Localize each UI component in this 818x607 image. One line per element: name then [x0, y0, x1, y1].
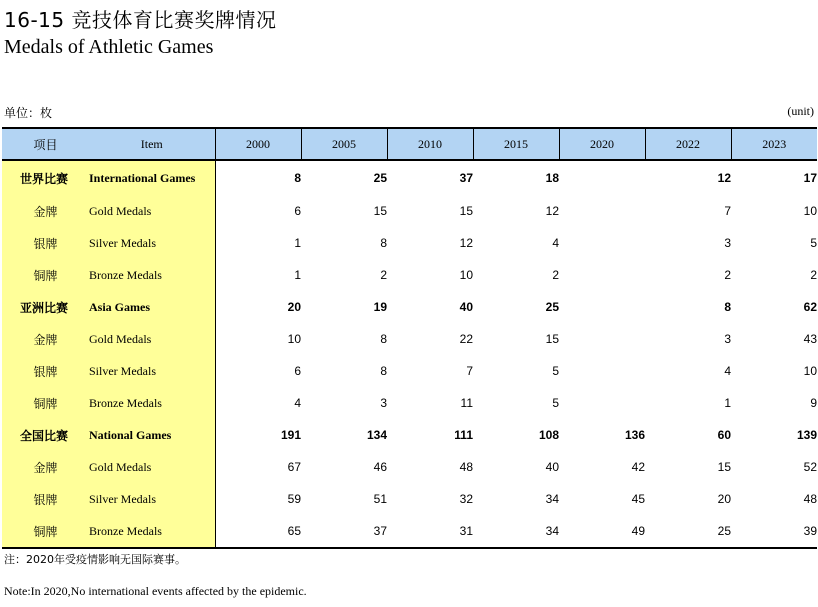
cell-value: 10	[287, 332, 301, 346]
table-row	[2, 195, 817, 227]
table-row	[2, 387, 817, 419]
cell-value: 136	[624, 428, 645, 442]
cell-value: 6	[294, 204, 301, 218]
row-label-cn: 亚洲比赛	[2, 291, 89, 323]
cell-value	[559, 387, 645, 419]
row-label-en: Asia Games	[89, 291, 215, 323]
cell-value: 8	[380, 332, 387, 346]
table-row-category	[2, 291, 817, 323]
row-label-cn: 银牌	[2, 227, 89, 259]
row-label-en: National Games	[89, 419, 215, 451]
cell-value: 8	[294, 171, 301, 185]
row-label-cn: 金牌	[2, 323, 89, 355]
cell-value: 17	[803, 171, 817, 185]
table-title-cn: 16-15 竞技体育比赛奖牌情况	[4, 8, 277, 32]
table-row-category	[2, 419, 817, 451]
cell-value: 62	[803, 300, 817, 314]
cell-value: 11	[460, 396, 473, 410]
row-label-en: Gold Medals	[89, 451, 215, 483]
cell-value: 15	[717, 460, 731, 474]
cell-value	[559, 259, 645, 291]
cell-value: 7	[466, 364, 473, 378]
cell-value	[559, 195, 645, 227]
cell-value	[559, 323, 645, 355]
cell-value: 12	[459, 236, 473, 250]
cell-value: 2	[552, 268, 559, 282]
medals-table	[2, 127, 817, 549]
cell-value: 25	[373, 171, 387, 185]
cell-value: 49	[559, 515, 645, 548]
cell-value: 67	[287, 460, 301, 474]
cell-value: 10	[803, 204, 817, 218]
row-label-cn: 铜牌	[2, 387, 89, 419]
cell-value: 22	[459, 332, 473, 346]
cell-value: 3	[380, 396, 387, 410]
cell-value: 43	[803, 332, 817, 346]
row-label-cn: 全国比赛	[2, 419, 89, 451]
row-label-en: Bronze Medals	[89, 259, 215, 291]
row-label-en: Silver Medals	[89, 355, 215, 387]
cell-value: 42	[631, 460, 645, 474]
cell-value: 3	[724, 332, 731, 346]
header-item-cn: 项目	[2, 128, 89, 160]
cell-value: 59	[287, 492, 301, 506]
cell-value: 8	[380, 364, 387, 378]
cell-value: 65	[215, 515, 301, 548]
table-title-en: Medals of Athletic Games	[4, 36, 214, 58]
cell-value: 111	[454, 428, 473, 442]
cell-value: 40	[545, 460, 559, 474]
cell-value: 19	[373, 300, 387, 314]
table-row	[2, 259, 817, 291]
cell-value: 10	[459, 268, 473, 282]
header-year: 2020	[559, 128, 645, 160]
cell-value: 40	[459, 300, 473, 314]
table-row	[2, 355, 817, 387]
cell-value: 18	[545, 171, 559, 185]
cell-value	[559, 355, 645, 387]
cell-value: 5	[810, 236, 817, 250]
header-item-en: Item	[89, 128, 215, 160]
cell-value	[559, 291, 645, 323]
footnote-en: Note:In 2020,No international events affected by the epidemic.	[4, 584, 307, 598]
cell-value: 4	[724, 364, 731, 378]
cell-value: 12	[717, 171, 731, 185]
cell-value: 4	[552, 236, 559, 250]
cell-value: 2	[724, 268, 731, 282]
cell-value: 6	[294, 364, 301, 378]
cell-value: 48	[459, 460, 473, 474]
cell-value: 2	[380, 268, 387, 282]
cell-value: 12	[545, 204, 559, 218]
table-body	[2, 160, 817, 548]
unit-label-en: (unit)	[787, 104, 814, 118]
cell-value: 31	[387, 515, 473, 548]
cell-value: 45	[631, 492, 645, 506]
cell-value: 34	[545, 492, 559, 506]
cell-value	[559, 160, 645, 195]
header-row	[2, 128, 817, 160]
cell-value: 8	[380, 236, 387, 250]
cell-value: 34	[473, 515, 559, 548]
table-row-category	[2, 160, 817, 195]
row-label-en: Gold Medals	[89, 323, 215, 355]
cell-value: 10	[803, 364, 817, 378]
row-label-en: Silver Medals	[89, 483, 215, 515]
header-year: 2010	[387, 128, 473, 160]
cell-value: 5	[552, 396, 559, 410]
cell-value: 25	[645, 515, 731, 548]
cell-value	[559, 227, 645, 259]
row-label-en: Gold Medals	[89, 195, 215, 227]
row-label-cn: 金牌	[2, 195, 89, 227]
cell-value: 191	[280, 428, 301, 442]
cell-value: 52	[803, 460, 817, 474]
header-year: 2005	[301, 128, 387, 160]
row-label-cn: 金牌	[2, 451, 89, 483]
row-label-en: Bronze Medals	[89, 515, 215, 548]
cell-value: 48	[803, 492, 817, 506]
row-label-en: Bronze Medals	[89, 387, 215, 419]
cell-value: 15	[545, 332, 559, 346]
cell-value: 1	[724, 396, 731, 410]
cell-value: 134	[366, 428, 387, 442]
cell-value: 15	[373, 204, 387, 218]
cell-value: 37	[459, 171, 473, 185]
table-row	[2, 323, 817, 355]
header-year: 2022	[645, 128, 731, 160]
cell-value: 39	[731, 515, 817, 548]
cell-value: 32	[459, 492, 473, 506]
table-row	[2, 451, 817, 483]
cell-value: 8	[724, 300, 731, 314]
row-label-cn: 铜牌	[2, 515, 89, 548]
table-row	[2, 483, 817, 515]
row-label-cn: 银牌	[2, 483, 89, 515]
cell-value: 5	[552, 364, 559, 378]
cell-value: 20	[717, 492, 731, 506]
row-label-cn: 铜牌	[2, 259, 89, 291]
cell-value: 20	[287, 300, 301, 314]
cell-value: 51	[373, 492, 387, 506]
row-label-en: International Games	[89, 160, 215, 195]
cell-value: 46	[373, 460, 387, 474]
row-label-en: Silver Medals	[89, 227, 215, 259]
table-row	[2, 227, 817, 259]
cell-value: 108	[538, 428, 559, 442]
unit-label-cn: 单位：枚	[4, 106, 53, 120]
table-row	[2, 515, 817, 548]
cell-value: 1	[294, 268, 301, 282]
cell-value: 9	[810, 396, 817, 410]
cell-value: 4	[294, 396, 301, 410]
cell-value: 2	[810, 268, 817, 282]
header-year: 2015	[473, 128, 559, 160]
cell-value: 25	[545, 300, 559, 314]
header-year: 2000	[215, 128, 301, 160]
header-year: 2023	[731, 128, 817, 160]
row-label-cn: 银牌	[2, 355, 89, 387]
cell-value: 60	[717, 428, 731, 442]
cell-value: 3	[724, 236, 731, 250]
footnote-cn: 注：2020年受疫情影响无国际赛事。	[4, 553, 186, 566]
cell-value: 15	[459, 204, 473, 218]
cell-value: 37	[301, 515, 387, 548]
cell-value: 139	[796, 428, 817, 442]
cell-value: 7	[724, 204, 731, 218]
row-label-cn: 世界比赛	[2, 160, 89, 195]
cell-value: 1	[294, 236, 301, 250]
